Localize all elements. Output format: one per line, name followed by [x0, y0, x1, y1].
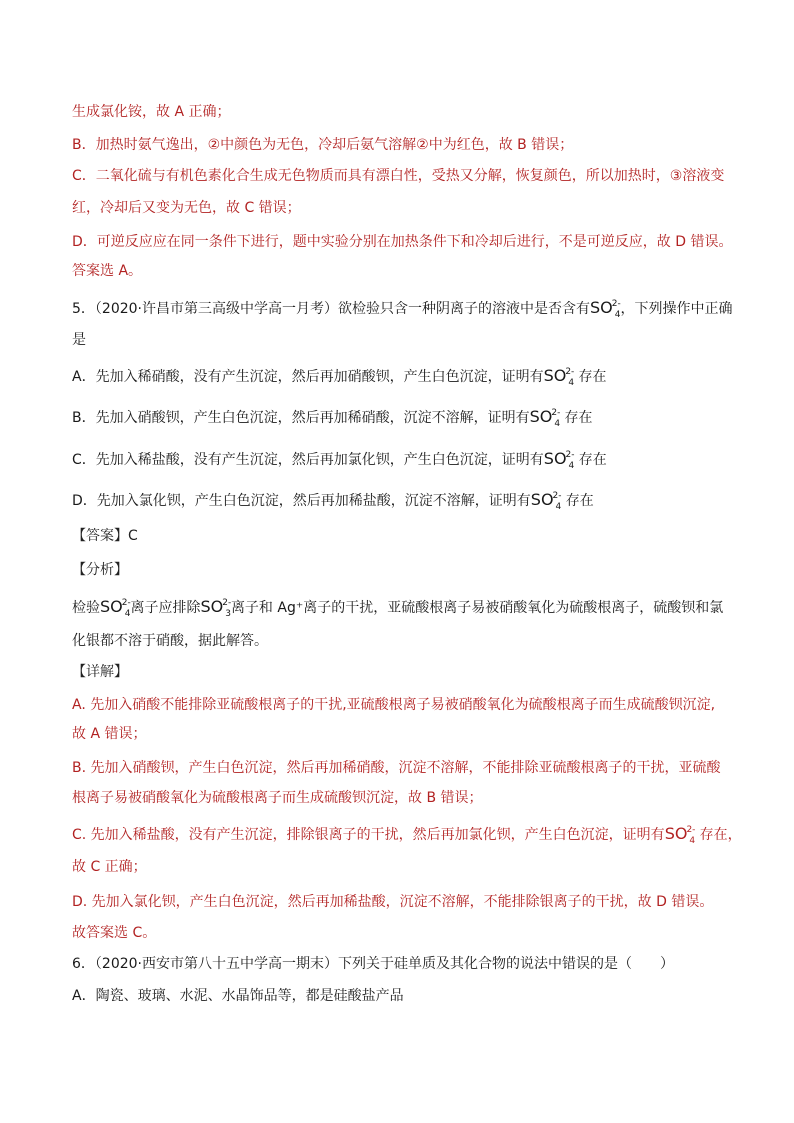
solution-line-6: 答案选 A。 [72, 263, 143, 279]
option-a: A．先加入稀硝酸，没有产生沉淀，然后再加硝酸钡，产生白色沉淀，证明有$SO^{2-}_4$ 存在 [72, 366, 607, 388]
detail-line-5: C. 先加入稀盐酸，没有产生沉淀，排除银离子的干扰，然后再加氯化钡，产生白色沉淀，证明有$SO^{2-}_4$ 存在， [72, 824, 742, 846]
option-d: D．先加入氯化钡，产生白色沉淀，然后再加稀盐酸，沉淀不溶解，证明有$SO^{2-}_4$ 存在 [72, 490, 594, 512]
question-5-stem: 5．（2020·许昌市第三高级中学高一月考）欲检验只含一种阴离子的溶液中是否含有$SO^{2-}_4$，下列操作中正确 [72, 298, 733, 320]
solution-line-4: 红，冷却后又变为无色，故 C 错误； [72, 200, 301, 216]
ion-so4: SO [589, 298, 613, 317]
detail-tag: 【详解】 [72, 664, 128, 680]
analysis-line-1: 检验$SO^{2-}_4$离子应排除$SO^{2-}_3$离子和 Ag⁺离子的干扰，亚硫酸根离子易被硝酸氧化为硫酸根离子，硫酸钡和氯 [72, 597, 724, 619]
detail-line-2: 故 A 错误； [72, 726, 147, 742]
detail-line-6: 故 C 正确； [72, 859, 147, 875]
detail-line-7: D. 先加入氯化钡，产生白色沉淀，然后再加稀盐酸，沉淀不溶解，不能排除银离子的干扰，故 D 错误。 [72, 894, 714, 910]
question-5-stem-cont: 是 [72, 332, 86, 348]
detail-final: 故答案选 C。 [72, 925, 157, 941]
option-b: B．先加入硝酸钡，产生白色沉淀，然后再加稀硝酸，沉淀不溶解，证明有$SO^{2-}_4$ 存在 [72, 407, 593, 429]
analysis-line-2: 化银都不溶于硝酸，据此解答。 [72, 633, 268, 649]
solution-line-5: D．可逆反应应在同一条件下进行，题中实验分别在加热条件下和冷却后进行，不是可逆反应，故 D 错误。 [72, 234, 733, 250]
option-c: C．先加入稀盐酸，没有产生沉淀，然后再加氯化钡，产生白色沉淀，证明有$SO^{2-}_4$ 存在 [72, 449, 607, 471]
solution-line-1: 生成氯化铵，故 A 正确； [72, 104, 231, 120]
detail-line-4: 根离子易被硝酸氧化为硫酸根离子而生成硫酸钡沉淀，故 B 错误； [72, 790, 483, 806]
detail-line-3: B. 先加入硝酸钡，产生白色沉淀，然后再加稀硝酸，沉淀不溶解，不能排除亚硫酸根离子的干扰，亚硫酸 [72, 760, 721, 776]
question-6-option-a: A．陶瓷、玻璃、水泥、水晶饰品等，都是硅酸盐产品 [72, 988, 404, 1004]
analysis-tag: 【分析】 [72, 562, 128, 578]
solution-line-3: C．二氧化硫与有机色素化合生成无色物质而具有漂白性，受热又分解，恢复颜色，所以加热时，③溶液变 [72, 168, 725, 184]
detail-line-1: A. 先加入硝酸不能排除亚硫酸根离子的干扰,亚硫酸根离子易被硝酸氧化为硫酸根离子而生成硫酸钡沉淀, [72, 697, 716, 713]
answer-tag: 【答案】C [72, 528, 138, 544]
solution-line-2: B．加热时氨气逸出，②中颜色为无色，冷却后氨气溶解②中为红色，故 B 错误； [72, 137, 574, 153]
question-6-stem: 6．（2020·西安市第八十五中学高一期末）下列关于硅单质及其化合物的说法中错误的是（ ） [72, 956, 674, 972]
